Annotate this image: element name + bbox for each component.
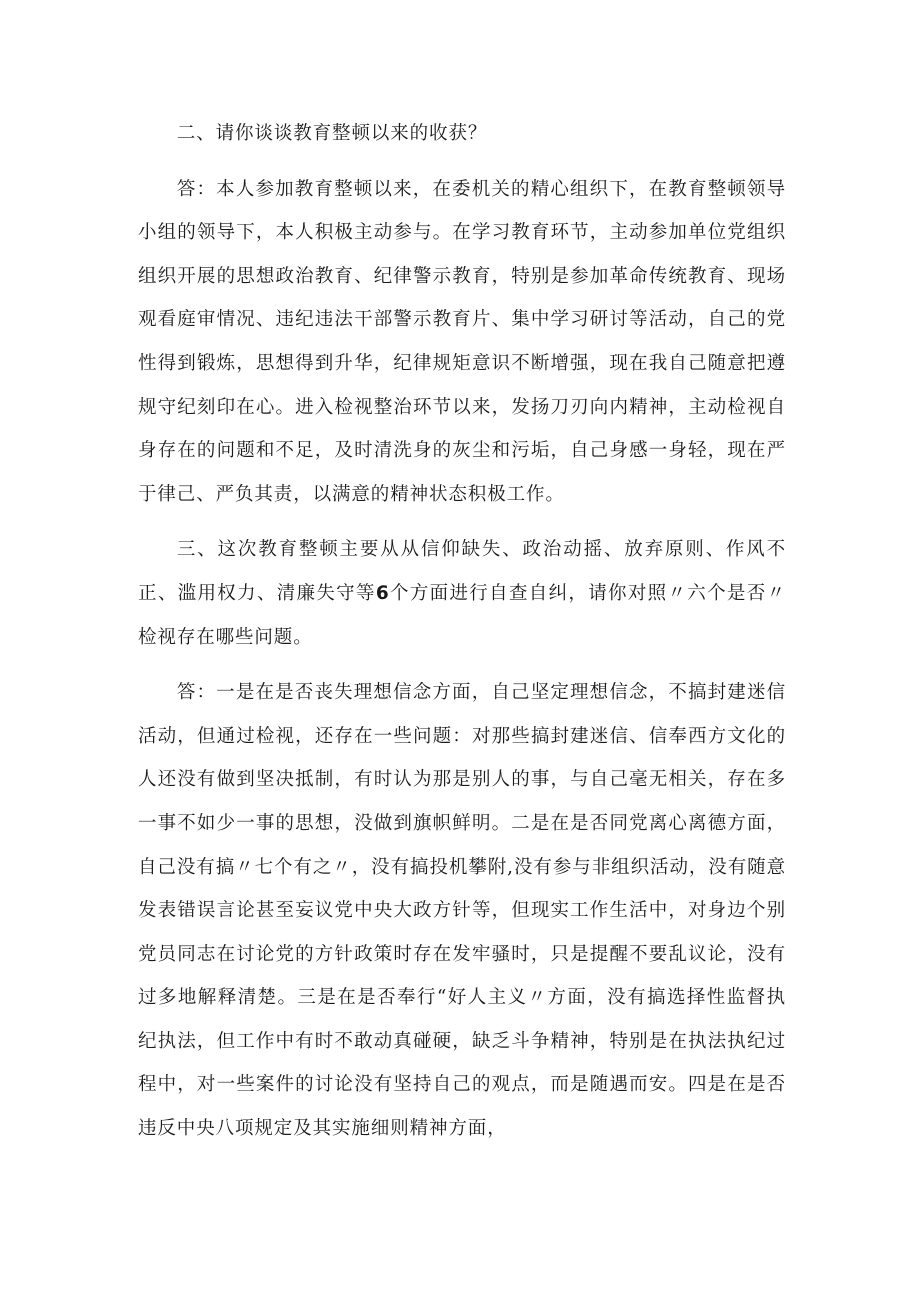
question-three-text-after: 个方面进行自查自纠，请你对照〃六个是否〃检视存在哪些问题。 — [138, 582, 786, 648]
question-three-heading — [138, 528, 786, 659]
document-body — [138, 112, 786, 1163]
question-three-number: 6 — [375, 582, 390, 604]
question-two-heading: 二、请你谈谈教育整顿以来的收获？ — [176, 123, 488, 144]
answer-three-paragraph: 答：一是在是否丧失理想信念方面，自己坚定理想信念，不搞封建迷信活动，但通过检视，还存在一些问题：对那些搞封建迷信、信奉西方文化的人还没有做到坚决抵制，有时认为那是别人的事，与自己毫无相关，存在多一事不如少一事的思想，没做到旗帜鲜明。二是在是否同党离心离德方面，自己没有搞〃七个有之〃，没有搞投机攀附,没有参与非组织活动，没有随意发表错误言论甚至妄议党中央大政方针等，但现实工作生活中，对身边个别党员同志在讨论党的方针政策时存在发牢骚时，只是提醒不要乱议论，没有过多地解释清楚。三是在是否奉行“好人主义〃方面，没有搞选择性监督执纪执法，但工作中有时不敢动真碰硬，缺乏斗争精神，特别是在执法执纪过程中，对一些案件的讨论没有坚持自己的观点，而是随遇而安。四是在是否违反中央八项规定及其实施细则精神方面， — [138, 682, 786, 1140]
question-three-text-before: 三、这次教育整顿主要从从信仰缺失、政治动摇、放弃原则、作风不正、滥用权力、清廉失守等 — [138, 539, 786, 604]
answer-two-paragraph: 答：本人参加教育整顿以来，在委机关的精心组织下，在教育整顿领导小组的领导下，本人积极主动参与。在学习教育环节，主动参加单位党组织组织开展的思想政治教育、纪律警示教育，特别是参加革命传统教育、现场观看庭审情况、违纪违法干部警示教育片、集中学习研讨等活动，自己的党性得到锻炼，思想得到升华，纪律规矩意识不断增强，现在我自己随意把遵规守纪刻印在心。进入检视整治环节以来，发扬刀刃向内精神，主动检视自身存在的问题和不足，及时清洗身的灰尘和污垢，自己身感一身轻，现在严于律己、严负其责，以满意的精神状态积极工作。 — [138, 178, 786, 505]
